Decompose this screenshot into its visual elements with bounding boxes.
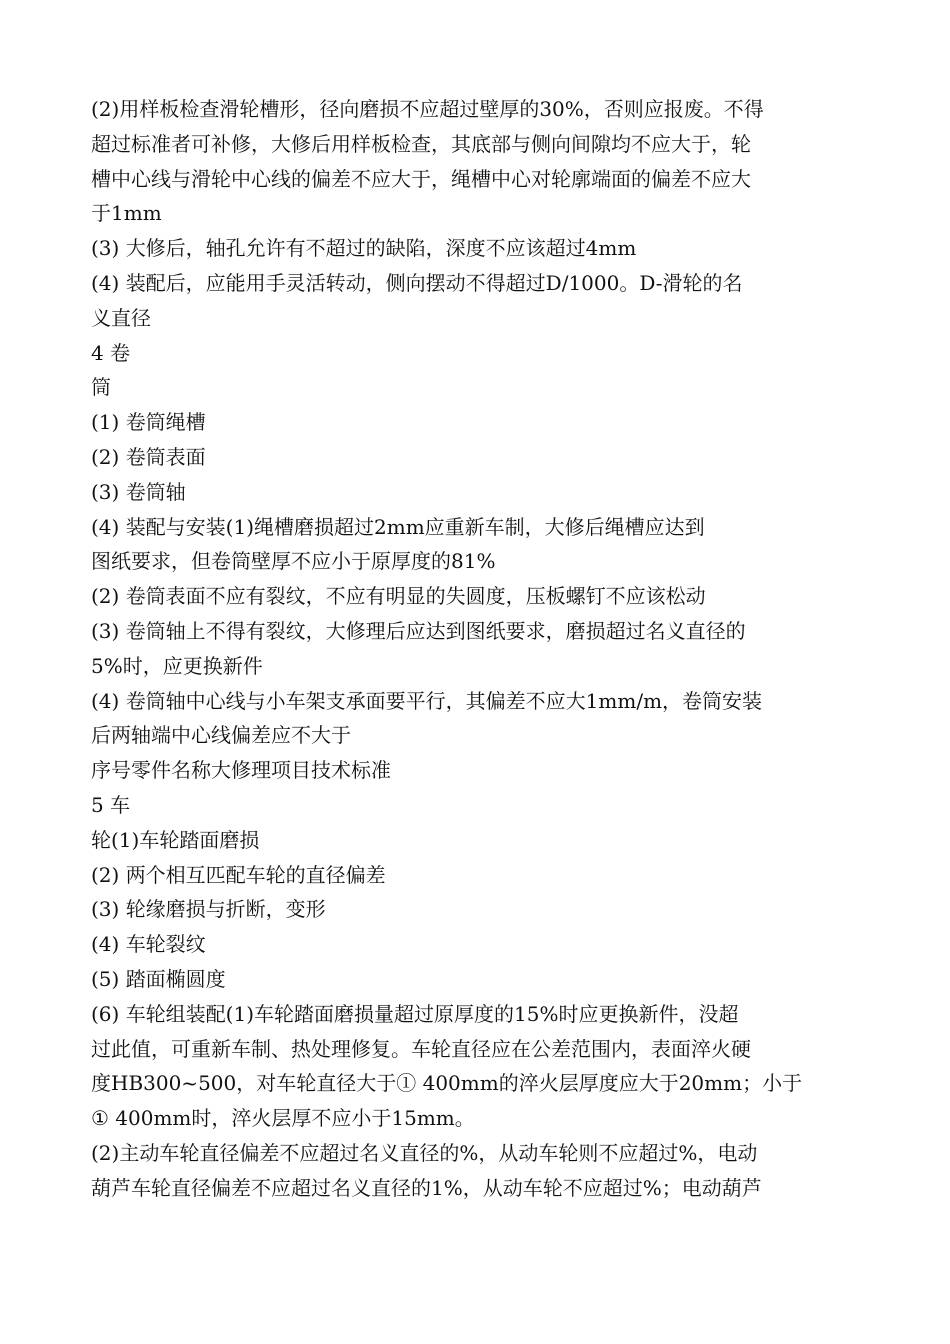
text-line: 图纸要求，但卷筒壁厚不应小于原厚度的81% [91,549,496,574]
text-line: ① 400mm时，淬火层厚不应小于15mm。 [91,1106,475,1131]
text-line: 槽中心线与滑轮中心线的偏差不应大于，绳槽中心对轮廓端面的偏差不应大 [91,166,751,191]
text-line: 葫芦车轮直径偏差不应超过名义直径的1%，从动车轮不应超过%；电动葫芦 [91,1175,762,1200]
text-line: 轮(1)车轮踏面磨损 [91,827,260,852]
text-line: 过此值，可重新车制、热处理修复。车轮直径应在公差范围内，表面淬火硬 [91,1036,751,1061]
text-line: 义直径 [91,305,151,330]
text-line: (5) 踏面椭圆度 [91,966,226,991]
text-line: (1) 卷筒绳槽 [91,410,206,435]
text-line: (2) 卷筒表面 [91,444,206,469]
text-line: 于1mm [91,201,162,226]
text-line: (3) 大修后，轴孔允许有不超过的缺陷，深度不应该超过4mm [91,236,637,261]
text-line: (6) 车轮组装配(1)车轮踏面磨损量超过原厚度的15%时应更换新件，没超 [91,1001,739,1026]
section-heading: 5 车 [91,792,131,817]
text-line: (3) 轮缘磨损与折断，变形 [91,897,326,922]
text-line: (2) 卷筒表面不应有裂纹，不应有明显的失圆度，压板螺钉不应该松动 [91,584,706,609]
text-line: 5%时，应更换新件 [91,653,263,678]
text-line: 超过标准者可补修，大修后用样板检查，其底部与侧向间隙均不应大于，轮 [91,131,751,156]
text-line: (4) 卷筒轴中心线与小车架支承面要平行，其偏差不应大1mm/m，卷筒安装 [91,688,763,713]
text-line: (2)用样板检查滑轮槽形，径向磨损不应超过壁厚的30%，否则应报废。不得 [91,97,764,121]
section-heading: 4 卷 [91,340,131,365]
document-body [91,92,841,1206]
text-line: (2)主动车轮直径偏差不应超过名义直径的%，从动车轮则不应超过%，电动 [91,1140,758,1165]
text-line: (4) 装配与安装(1)绳槽磨损超过2mm应重新车制，大修后绳槽应达到 [91,514,705,539]
text-line: (4) 车轮裂纹 [91,932,206,957]
text-line: 后两轴端中心线偏差应不大于 [91,723,351,748]
section-heading: 筒 [91,375,111,400]
table-header-line: 序号零件名称大修理项目技术标准 [91,758,391,783]
text-line: (4) 装配后，应能用手灵活转动，侧向摆动不得超过D/1000。D-滑轮的名 [91,270,743,295]
text-line: (3) 卷筒轴上不得有裂纹，大修理后应达到图纸要求，磨损超过名义直径的 [91,618,746,643]
text-line: 度HB300~500，对车轮直径大于① 400mm的淬火层厚度应大于20mm；小于 [91,1071,803,1096]
text-line: (3) 卷筒轴 [91,479,186,504]
text-line: (2) 两个相互匹配车轮的直径偏差 [91,862,386,887]
